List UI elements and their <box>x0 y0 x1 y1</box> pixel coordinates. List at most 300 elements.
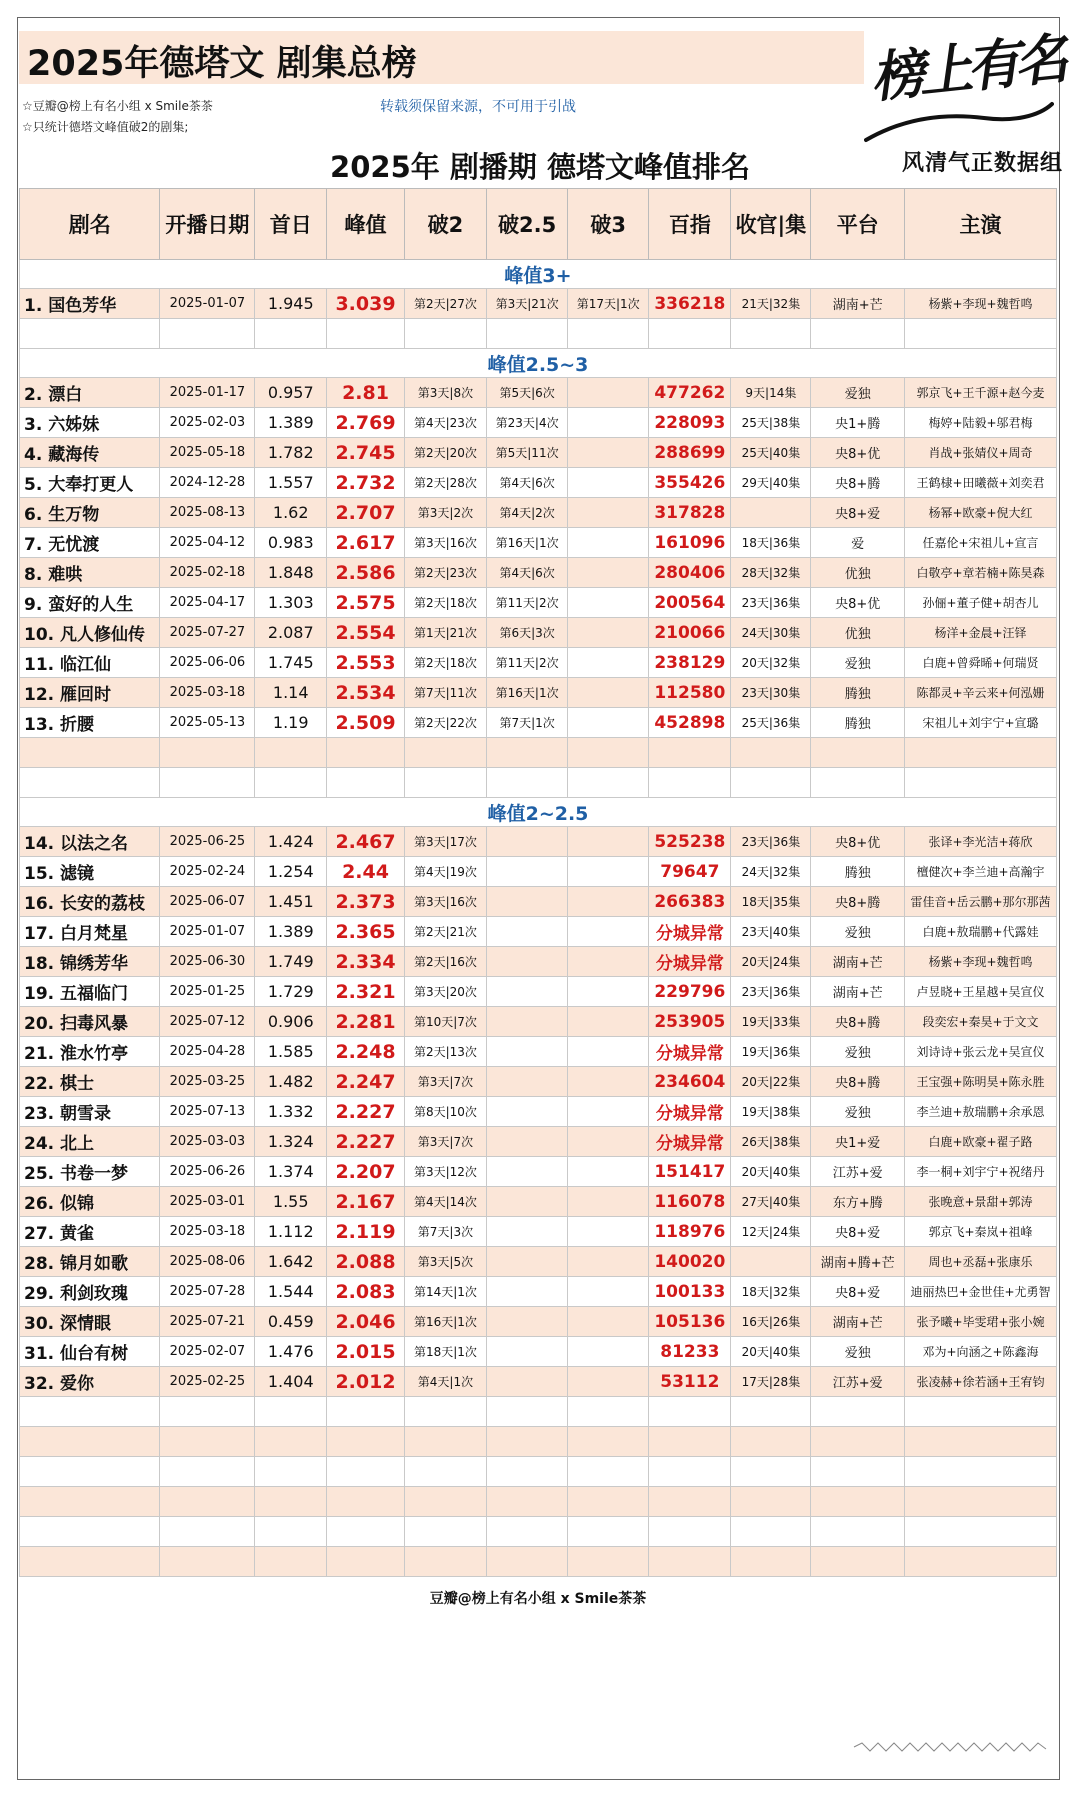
peak-rating-cell: 2.334 <box>327 947 405 977</box>
empty-cell <box>649 1457 731 1487</box>
baidu-index-cell: 317828 <box>649 498 731 528</box>
empty-cell <box>160 1487 255 1517</box>
baidu-index-cell: 分城异常 <box>649 917 731 947</box>
table-row <box>20 1367 1057 1397</box>
baidu-index-cell: 228093 <box>649 408 731 438</box>
empty-cell <box>811 1427 905 1457</box>
break-2-cell: 第2天|18次 <box>404 588 486 618</box>
table-row <box>20 618 1057 648</box>
empty-cell <box>20 1397 160 1427</box>
drama-name-cell: 19. 五福临门 <box>20 977 160 1007</box>
baidu-index-cell: 452898 <box>649 708 731 738</box>
first-day-rating-cell: 1.303 <box>255 588 327 618</box>
break-2-cell: 第1天|21次 <box>404 618 486 648</box>
first-day-rating-cell: 1.745 <box>255 648 327 678</box>
break-2-5-cell <box>487 1367 568 1397</box>
empty-cell <box>568 738 649 768</box>
baidu-index-cell: 分城异常 <box>649 1127 731 1157</box>
platform-cell: 湖南+芒 <box>811 977 905 1007</box>
first-day-rating-cell: 1.848 <box>255 558 327 588</box>
empty-cell <box>731 319 811 349</box>
finale-episodes-cell: 21天|32集 <box>731 289 811 319</box>
peak-rating-cell: 2.44 <box>327 857 405 887</box>
empty-cell <box>649 1397 731 1427</box>
cast-cell: 白鹿+欧豪+翟子路 <box>905 1127 1057 1157</box>
peak-rating-cell: 2.083 <box>327 1277 405 1307</box>
finale-episodes-cell: 18天|36集 <box>731 528 811 558</box>
empty-cell <box>404 319 486 349</box>
break-2-5-cell <box>487 1127 568 1157</box>
empty-cell <box>905 1517 1057 1547</box>
finale-episodes-cell: 24天|30集 <box>731 618 811 648</box>
peak-rating-cell: 2.534 <box>327 678 405 708</box>
cast-cell: 周也+丞磊+张康乐 <box>905 1247 1057 1277</box>
break-3-cell <box>568 1247 649 1277</box>
break-3-cell <box>568 558 649 588</box>
table-row <box>20 1247 1057 1277</box>
table-row <box>20 1187 1057 1217</box>
first-day-rating-cell: 1.451 <box>255 887 327 917</box>
air-date-cell: 2025-03-25 <box>160 1067 255 1097</box>
table-row <box>20 1337 1057 1367</box>
first-day-rating-cell: 0.459 <box>255 1307 327 1337</box>
column-header: 峰值 <box>327 189 405 260</box>
empty-cell <box>255 1457 327 1487</box>
baidu-index-cell: 100133 <box>649 1277 731 1307</box>
empty-cell <box>20 1487 160 1517</box>
platform-cell: 东方+腾 <box>811 1187 905 1217</box>
platform-cell: 爱独 <box>811 1037 905 1067</box>
peak-rating-cell: 2.467 <box>327 827 405 857</box>
first-day-rating-cell: 1.389 <box>255 408 327 438</box>
column-header: 首日 <box>255 189 327 260</box>
break-2-5-cell: 第3天|21次 <box>487 289 568 319</box>
empty-cell <box>649 768 731 798</box>
drama-name-cell: 30. 深情眼 <box>20 1307 160 1337</box>
break-2-cell: 第3天|17次 <box>404 827 486 857</box>
break-2-5-cell <box>487 857 568 887</box>
empty-cell <box>327 1517 405 1547</box>
baidu-index-cell: 116078 <box>649 1187 731 1217</box>
air-date-cell: 2025-02-18 <box>160 558 255 588</box>
air-date-cell: 2025-03-01 <box>160 1187 255 1217</box>
first-day-rating-cell: 0.983 <box>255 528 327 558</box>
first-day-rating-cell: 1.19 <box>255 708 327 738</box>
column-header: 平台 <box>811 189 905 260</box>
first-day-rating-cell: 1.585 <box>255 1037 327 1067</box>
cast-cell: 郭京飞+秦岚+祖峰 <box>905 1217 1057 1247</box>
air-date-cell: 2025-01-25 <box>160 977 255 1007</box>
platform-cell: 腾独 <box>811 678 905 708</box>
break-2-cell: 第18天|1次 <box>404 1337 486 1367</box>
empty-cell <box>568 1487 649 1517</box>
empty-cell <box>255 319 327 349</box>
first-day-rating-cell: 1.557 <box>255 468 327 498</box>
empty-cell <box>404 768 486 798</box>
table-row <box>20 1097 1057 1127</box>
finale-episodes-cell: 18天|35集 <box>731 887 811 917</box>
empty-cell <box>255 1397 327 1427</box>
air-date-cell: 2024-12-28 <box>160 468 255 498</box>
air-date-cell: 2025-07-27 <box>160 618 255 648</box>
empty-cell <box>404 1457 486 1487</box>
break-3-cell <box>568 857 649 887</box>
empty-cell <box>731 1457 811 1487</box>
baidu-index-cell: 79647 <box>649 857 731 887</box>
break-3-cell <box>568 498 649 528</box>
baidu-index-cell: 分城异常 <box>649 1037 731 1067</box>
break-2-cell: 第3天|7次 <box>404 1127 486 1157</box>
break-3-cell <box>568 1367 649 1397</box>
cast-cell: 杨幂+欧豪+倪大红 <box>905 498 1057 528</box>
drama-name-cell: 17. 白月梵星 <box>20 917 160 947</box>
drama-name-cell: 25. 书卷一梦 <box>20 1157 160 1187</box>
empty-cell <box>905 1397 1057 1427</box>
air-date-cell: 2025-03-18 <box>160 1217 255 1247</box>
scribble-mark <box>852 1741 1052 1753</box>
break-2-5-cell <box>487 1157 568 1187</box>
peak-rating-cell: 2.81 <box>327 378 405 408</box>
cast-cell: 宋祖儿+刘宇宁+宣璐 <box>905 708 1057 738</box>
peak-rating-cell: 2.509 <box>327 708 405 738</box>
baidu-index-cell: 200564 <box>649 588 731 618</box>
platform-cell: 湖南+芒 <box>811 1307 905 1337</box>
peak-rating-cell: 2.281 <box>327 1007 405 1037</box>
footer-credit: 豆瓣@榜上有名小组 x Smile茶茶 <box>20 1577 1057 1620</box>
empty-cell <box>160 1427 255 1457</box>
peak-rating-cell: 2.247 <box>327 1067 405 1097</box>
empty-cell <box>487 1457 568 1487</box>
empty-cell <box>327 1487 405 1517</box>
break-3-cell <box>568 378 649 408</box>
cast-cell: 郭京飞+王千源+赵今麦 <box>905 378 1057 408</box>
empty-cell <box>20 319 160 349</box>
cast-cell: 卢昱晓+王星越+吴宣仪 <box>905 977 1057 1007</box>
air-date-cell: 2025-02-03 <box>160 408 255 438</box>
peak-rating-cell: 2.745 <box>327 438 405 468</box>
empty-row <box>20 1517 1057 1547</box>
break-2-cell: 第3天|20次 <box>404 977 486 1007</box>
empty-cell <box>327 768 405 798</box>
empty-cell <box>811 1547 905 1577</box>
platform-cell: 央8+优 <box>811 588 905 618</box>
empty-cell <box>327 319 405 349</box>
air-date-cell: 2025-06-30 <box>160 947 255 977</box>
table-row <box>20 1127 1057 1157</box>
break-2-cell: 第8天|10次 <box>404 1097 486 1127</box>
drama-name-cell: 20. 扫毒风暴 <box>20 1007 160 1037</box>
air-date-cell: 2025-08-06 <box>160 1247 255 1277</box>
air-date-cell: 2025-03-18 <box>160 678 255 708</box>
drama-name-cell: 4. 藏海传 <box>20 438 160 468</box>
break-2-cell: 第2天|27次 <box>404 289 486 319</box>
first-day-rating-cell: 0.957 <box>255 378 327 408</box>
table-row <box>20 438 1057 468</box>
empty-cell <box>905 1487 1057 1517</box>
peak-rating-cell: 2.119 <box>327 1217 405 1247</box>
finale-episodes-cell: 28天|32集 <box>731 558 811 588</box>
air-date-cell: 2025-05-13 <box>160 708 255 738</box>
break-3-cell: 第17天|1次 <box>568 289 649 319</box>
empty-cell <box>811 1517 905 1547</box>
air-date-cell: 2025-04-17 <box>160 588 255 618</box>
drama-name-cell: 21. 淮水竹亭 <box>20 1037 160 1067</box>
finale-episodes-cell: 23天|36集 <box>731 977 811 1007</box>
drama-name-cell: 13. 折腰 <box>20 708 160 738</box>
empty-cell <box>255 1427 327 1457</box>
empty-cell <box>487 1517 568 1547</box>
platform-cell: 爱独 <box>811 917 905 947</box>
first-day-rating-cell: 1.482 <box>255 1067 327 1097</box>
break-2-cell: 第3天|8次 <box>404 378 486 408</box>
peak-rating-cell: 2.227 <box>327 1127 405 1157</box>
cast-cell: 肖战+张婧仪+周奇 <box>905 438 1057 468</box>
empty-cell <box>327 1427 405 1457</box>
baidu-index-cell: 分城异常 <box>649 1097 731 1127</box>
peak-rating-cell: 2.012 <box>327 1367 405 1397</box>
empty-cell <box>731 768 811 798</box>
platform-cell: 湖南+芒 <box>811 947 905 977</box>
air-date-cell: 2025-04-12 <box>160 528 255 558</box>
scope-note: ☆只统计德塔文峰值破2的剧集; <box>22 120 189 134</box>
break-2-5-cell: 第16天|1次 <box>487 528 568 558</box>
break-3-cell <box>568 468 649 498</box>
break-2-cell: 第2天|20次 <box>404 438 486 468</box>
break-2-5-cell <box>487 1097 568 1127</box>
break-2-5-cell: 第6天|3次 <box>487 618 568 648</box>
platform-cell: 爱 <box>811 528 905 558</box>
air-date-cell: 2025-01-17 <box>160 378 255 408</box>
cast-cell: 李一桐+刘宇宁+祝绪丹 <box>905 1157 1057 1187</box>
baidu-index-cell: 288699 <box>649 438 731 468</box>
cast-cell: 王宝强+陈明昊+陈永胜 <box>905 1067 1057 1097</box>
finale-episodes-cell: 27天|40集 <box>731 1187 811 1217</box>
air-date-cell: 2025-06-06 <box>160 648 255 678</box>
first-day-rating-cell: 1.729 <box>255 977 327 1007</box>
empty-cell <box>160 768 255 798</box>
finale-episodes-cell: 19天|33集 <box>731 1007 811 1037</box>
first-day-rating-cell: 1.642 <box>255 1247 327 1277</box>
platform-cell: 优独 <box>811 618 905 648</box>
empty-cell <box>568 1457 649 1487</box>
break-2-5-cell: 第11天|2次 <box>487 588 568 618</box>
drama-name-cell: 8. 难哄 <box>20 558 160 588</box>
column-header: 开播日期 <box>160 189 255 260</box>
break-2-cell: 第2天|13次 <box>404 1037 486 1067</box>
finale-episodes-cell: 25天|36集 <box>731 708 811 738</box>
drama-name-cell: 31. 仙台有树 <box>20 1337 160 1367</box>
break-3-cell <box>568 1067 649 1097</box>
baidu-index-cell: 105136 <box>649 1307 731 1337</box>
finale-episodes-cell: 9天|14集 <box>731 378 811 408</box>
break-2-5-cell: 第16天|1次 <box>487 678 568 708</box>
air-date-cell: 2025-06-26 <box>160 1157 255 1187</box>
break-2-cell: 第2天|21次 <box>404 917 486 947</box>
first-day-rating-cell: 1.14 <box>255 678 327 708</box>
empty-cell <box>649 1517 731 1547</box>
logo-calligraphy: 榜上有名 <box>867 26 1066 110</box>
table-row <box>20 408 1057 438</box>
drama-name-cell: 24. 北上 <box>20 1127 160 1157</box>
break-3-cell <box>568 1277 649 1307</box>
empty-cell <box>160 738 255 768</box>
table-row <box>20 1067 1057 1097</box>
break-3-cell <box>568 827 649 857</box>
empty-cell <box>404 1397 486 1427</box>
break-2-5-cell <box>487 1247 568 1277</box>
empty-cell <box>731 1397 811 1427</box>
platform-cell: 央8+爱 <box>811 1217 905 1247</box>
break-2-cell: 第16天|1次 <box>404 1307 486 1337</box>
peak-rating-cell: 2.586 <box>327 558 405 588</box>
cast-cell: 杨紫+李现+魏哲鸣 <box>905 947 1057 977</box>
baidu-index-cell: 477262 <box>649 378 731 408</box>
empty-cell <box>905 1457 1057 1487</box>
break-2-cell: 第2天|18次 <box>404 648 486 678</box>
baidu-index-cell: 234604 <box>649 1067 731 1097</box>
air-date-cell: 2025-07-21 <box>160 1307 255 1337</box>
baidu-index-cell: 210066 <box>649 618 731 648</box>
baidu-index-cell: 分城异常 <box>649 947 731 977</box>
table-row <box>20 977 1057 1007</box>
baidu-index-cell: 53112 <box>649 1367 731 1397</box>
break-2-5-cell: 第4天|6次 <box>487 558 568 588</box>
break-2-5-cell <box>487 1007 568 1037</box>
finale-episodes-cell: 18天|32集 <box>731 1277 811 1307</box>
table-row <box>20 558 1057 588</box>
empty-cell <box>568 1547 649 1577</box>
drama-name-cell: 9. 蛮好的人生 <box>20 588 160 618</box>
break-3-cell <box>568 618 649 648</box>
platform-cell: 央8+爱 <box>811 498 905 528</box>
empty-cell <box>905 1427 1057 1457</box>
finale-episodes-cell: 23天|40集 <box>731 917 811 947</box>
air-date-cell: 2025-06-07 <box>160 887 255 917</box>
peak-rating-cell: 2.373 <box>327 887 405 917</box>
empty-cell <box>905 1547 1057 1577</box>
air-date-cell: 2025-02-07 <box>160 1337 255 1367</box>
empty-cell <box>731 1517 811 1547</box>
table-row <box>20 1307 1057 1337</box>
finale-episodes-cell: 20天|24集 <box>731 947 811 977</box>
finale-episodes-cell: 24天|32集 <box>731 857 811 887</box>
credit-line: ☆豆瓣@榜上有名小组 x Smile茶茶 <box>22 99 213 113</box>
air-date-cell: 2025-01-07 <box>160 917 255 947</box>
break-2-cell: 第2天|16次 <box>404 947 486 977</box>
break-2-5-cell: 第23天|4次 <box>487 408 568 438</box>
empty-cell <box>568 319 649 349</box>
break-3-cell <box>568 947 649 977</box>
air-date-cell: 2025-07-28 <box>160 1277 255 1307</box>
platform-cell: 央1+腾 <box>811 408 905 438</box>
column-header: 百指 <box>649 189 731 260</box>
empty-cell <box>255 1487 327 1517</box>
empty-row <box>20 1427 1057 1457</box>
finale-episodes-cell: 29天|40集 <box>731 468 811 498</box>
table-row <box>20 708 1057 738</box>
drama-name-cell: 22. 棋士 <box>20 1067 160 1097</box>
empty-cell <box>905 319 1057 349</box>
break-2-5-cell <box>487 947 568 977</box>
empty-row <box>20 1487 1057 1517</box>
finale-episodes-cell: 23天|30集 <box>731 678 811 708</box>
drama-name-cell: 10. 凡人修仙传 <box>20 618 160 648</box>
empty-cell <box>160 1517 255 1547</box>
empty-cell <box>487 1547 568 1577</box>
footer-row <box>20 1577 1057 1620</box>
break-3-cell <box>568 887 649 917</box>
break-2-cell: 第2天|28次 <box>404 468 486 498</box>
baidu-index-cell: 525238 <box>649 827 731 857</box>
cast-cell: 邓为+向涵之+陈鑫海 <box>905 1337 1057 1367</box>
break-2-cell: 第2天|22次 <box>404 708 486 738</box>
peak-rating-cell: 2.015 <box>327 1337 405 1367</box>
empty-cell <box>404 1547 486 1577</box>
air-date-cell: 2025-02-25 <box>160 1367 255 1397</box>
baidu-index-cell: 161096 <box>649 528 731 558</box>
air-date-cell: 2025-04-28 <box>160 1037 255 1067</box>
platform-cell: 爱独 <box>811 378 905 408</box>
break-3-cell <box>568 528 649 558</box>
air-date-cell: 2025-01-07 <box>160 289 255 319</box>
break-3-cell <box>568 438 649 468</box>
baidu-index-cell: 140020 <box>649 1247 731 1277</box>
repost-note: 转载须保留来源，不可用于引战 <box>380 99 576 115</box>
first-day-rating-cell: 2.087 <box>255 618 327 648</box>
section-label: 峰值2.5~3 <box>20 349 1057 378</box>
first-day-rating-cell: 1.749 <box>255 947 327 977</box>
drama-name-cell: 12. 雁回时 <box>20 678 160 708</box>
empty-cell <box>327 738 405 768</box>
empty-cell <box>811 1397 905 1427</box>
drama-name-cell: 7. 无忧渡 <box>20 528 160 558</box>
empty-cell <box>160 1547 255 1577</box>
empty-cell <box>20 1547 160 1577</box>
drama-name-cell: 3. 六姊妹 <box>20 408 160 438</box>
first-day-rating-cell: 1.544 <box>255 1277 327 1307</box>
finale-episodes-cell: 23天|36集 <box>731 588 811 618</box>
empty-cell <box>404 738 486 768</box>
empty-row <box>20 1457 1057 1487</box>
air-date-cell: 2025-06-25 <box>160 827 255 857</box>
finale-episodes-cell: 25天|38集 <box>731 408 811 438</box>
empty-cell <box>568 1397 649 1427</box>
table-row <box>20 1007 1057 1037</box>
empty-cell <box>731 1427 811 1457</box>
break-2-cell: 第4天|14次 <box>404 1187 486 1217</box>
cast-cell: 雷佳音+岳云鹏+那尔那茜 <box>905 887 1057 917</box>
finale-episodes-cell: 19天|36集 <box>731 1037 811 1067</box>
empty-cell <box>649 1487 731 1517</box>
break-2-5-cell <box>487 1307 568 1337</box>
drama-name-cell: 5. 大奉打更人 <box>20 468 160 498</box>
peak-rating-cell: 2.365 <box>327 917 405 947</box>
empty-cell <box>811 1457 905 1487</box>
platform-cell: 腾独 <box>811 708 905 738</box>
page-title: 2025年德塔文 剧集总榜 <box>27 44 417 84</box>
platform-cell: 央1+爱 <box>811 1127 905 1157</box>
empty-cell <box>649 738 731 768</box>
break-3-cell <box>568 1127 649 1157</box>
break-3-cell <box>568 708 649 738</box>
table-row <box>20 528 1057 558</box>
empty-cell <box>255 768 327 798</box>
break-2-5-cell: 第5天|11次 <box>487 438 568 468</box>
cast-cell: 刘诗诗+张云龙+吴宣仪 <box>905 1037 1057 1067</box>
break-2-cell: 第3天|16次 <box>404 887 486 917</box>
break-2-5-cell: 第4天|2次 <box>487 498 568 528</box>
peak-rating-cell: 2.207 <box>327 1157 405 1187</box>
